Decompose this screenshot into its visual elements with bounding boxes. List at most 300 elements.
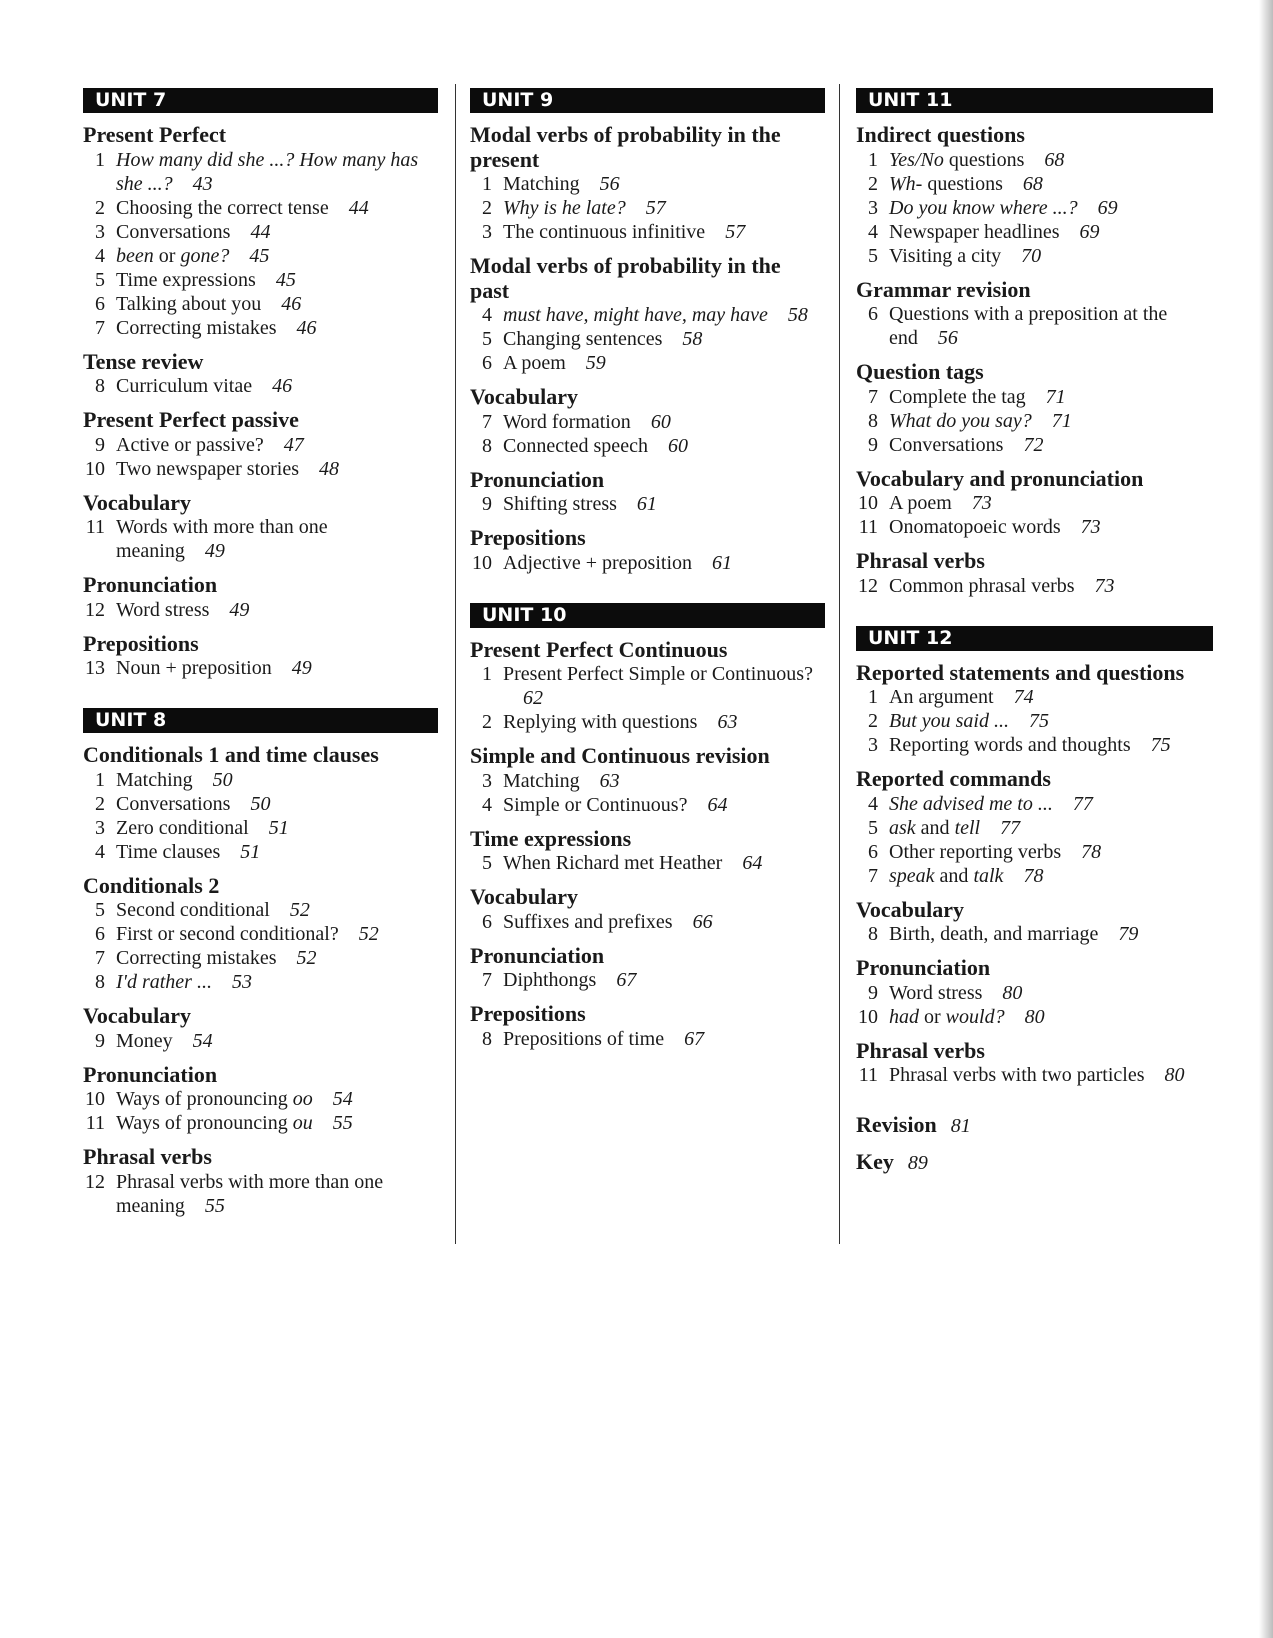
toc-entry[interactable] [83,656,438,680]
section-heading: Conditionals 1 and time clauses [83,742,379,767]
toc-entry[interactable] [856,491,1213,515]
section [470,526,825,575]
section-heading: Present Perfect [83,122,227,147]
entry-title-italic: would? [945,1005,1005,1028]
entry-page: 67 [616,969,637,991]
entry-number: 10 [858,1005,878,1028]
toc-entry[interactable] [856,409,1213,433]
section [470,827,825,876]
toc-entry[interactable] [470,551,825,575]
section [83,1063,438,1136]
entry-title-italic: She advised me to ... [889,792,1053,815]
section [856,123,1213,268]
entry-title: Prepositions of time [503,1027,665,1050]
toc-entry[interactable] [856,709,1213,733]
toc-entry[interactable] [470,662,825,710]
entry-title: Choosing the correct tense [116,196,329,219]
toc-entry[interactable] [856,433,1213,457]
unit-block [856,626,1213,1088]
entry-page: 62 [523,687,543,709]
section [856,898,1213,947]
entry-title: questions [922,172,1003,195]
unit-header: UNIT 8 [83,708,438,733]
entry-title: Ways of pronouncing [116,1112,293,1134]
entry-page: 68 [1022,172,1043,195]
entry-title: Simple or Continuous? [503,793,688,816]
section-heading: Present Perfect passive [83,407,299,432]
section [83,743,438,864]
toc-entry[interactable] [83,374,438,398]
entry-page: 77 [1072,792,1093,815]
entry-title: Changing sentences [503,328,663,350]
entry-number: 1 [482,173,492,195]
entry-page: 63 [599,769,620,792]
entry-number: 2 [482,197,492,219]
toc-entry[interactable] [856,196,1213,220]
section-heading: Present Perfect Continuous [470,636,728,662]
section [470,385,825,458]
unit-block [83,88,438,680]
entry-title: Connected speech [503,434,648,457]
entry-title-italic: Yes/No [889,148,944,171]
entry-page: 69 [1097,196,1118,219]
toc-entry[interactable] [83,840,438,864]
entry-number: 5 [868,244,878,267]
section [83,632,438,681]
entry-title: Ways of pronouncing [116,1088,293,1110]
toc-entry[interactable] [83,792,438,816]
entry-number: 4 [868,220,878,243]
entry-number: 1 [482,663,492,685]
column-divider [455,84,456,1244]
section-heading: Time expressions [470,825,632,851]
entry-number: 7 [95,947,105,969]
toc-entry[interactable] [83,898,438,922]
entry-page: 77 [1000,816,1021,839]
entry-page: 50 [212,768,233,791]
section [856,767,1213,888]
entry-title-italic: ask [889,816,916,839]
entry-title: Other reporting verbs [889,840,1062,863]
entry-page: 55 [332,1112,353,1134]
entry-page: 45 [275,268,296,291]
entry-page: 54 [332,1088,353,1110]
entry-title: When Richard met Heather [503,852,723,874]
toc-entry[interactable] [470,303,825,327]
toc-entry[interactable] [856,922,1213,946]
entry-title: Questions with a preposition at the end [889,303,1168,349]
entry-title: A poem [889,492,952,514]
entry-page: 49 [291,657,312,679]
toc-entry[interactable] [856,172,1213,196]
section [856,278,1213,351]
unit-header: UNIT 9 [470,88,825,113]
toc-entry[interactable] [83,316,438,340]
entry-page: 61 [636,493,657,515]
entry-page: 51 [268,816,289,839]
entry-title: and [915,816,955,839]
entry-title: or [919,1005,946,1028]
unit-block [856,88,1213,598]
entry-title: Correcting mistakes [116,947,277,969]
toc-entry[interactable] [83,816,438,840]
entry-number: 6 [482,352,492,374]
section [470,638,825,735]
entry-number: 10 [85,1088,105,1110]
section [856,549,1213,598]
entry-title-italic: talk [973,864,1004,887]
toc-entry[interactable] [856,864,1213,888]
unit-header: UNIT 7 [83,88,438,113]
entry-number: 4 [95,244,105,267]
section-heading: Pronunciation [470,466,605,492]
entry-number: 6 [868,840,878,863]
column-left [83,88,438,1228]
section [83,1004,438,1053]
entry-number: 5 [95,899,105,921]
entry-number: 2 [868,710,878,732]
entry-page: 49 [229,598,250,621]
key-entry[interactable] [856,1150,1213,1175]
entry-title: Zero conditional [116,816,249,839]
toc-entry[interactable] [470,327,825,351]
entry-number: 1 [95,148,105,171]
entry-page: 75 [1029,710,1049,732]
entry-number: 7 [868,385,878,408]
entry-title: Word stress [889,981,983,1004]
entry-number: 12 [85,1170,105,1193]
toc-entry[interactable] [83,946,438,970]
section [83,1145,438,1218]
section [83,408,438,481]
entry-page: 58 [682,328,703,350]
section-heading: Vocabulary [470,884,578,909]
toc-entry[interactable] [83,457,438,481]
section [83,123,438,340]
toc-entry[interactable] [856,840,1213,864]
entry-title: Suffixes and prefixes [503,910,673,933]
unit-header: UNIT 10 [470,603,825,628]
entry-page: 56 [937,327,958,349]
entry-title-italic: tell [954,816,981,839]
entry-number: 8 [482,434,492,457]
entry-number: 3 [868,734,878,756]
toc-entry[interactable] [470,710,825,734]
entry-page: 45 [249,244,270,267]
entry-number: 4 [482,304,492,326]
entry-page: 46 [272,375,293,397]
section-heading: Phrasal verbs [856,548,985,573]
entry-title: Phrasal verbs with two particles [889,1064,1145,1086]
toc-entry[interactable] [856,1063,1213,1087]
entry-title: Reporting words and thoughts [889,734,1131,756]
entry-number: 1 [868,148,878,171]
column-middle [470,88,825,1061]
section-heading: Reported commands [856,766,1051,791]
section [470,468,825,517]
toc-entry[interactable] [83,1029,438,1053]
section [470,885,825,934]
entry-number: 3 [95,220,105,243]
entry-title: Present Perfect Simple or Continuous? [503,663,813,685]
section [83,491,438,564]
entry-title: Newspaper headlines [889,220,1060,243]
entry-title: Word formation [503,410,631,433]
section-heading: Pronunciation [83,572,218,597]
toc-entry[interactable] [83,220,438,244]
key-page: 89 [907,1152,928,1174]
section [83,573,438,622]
toc-entry[interactable] [83,148,438,196]
entry-title-italic: Wh- [889,172,923,195]
entry-page: 80 [1024,1005,1045,1028]
column-divider [839,84,840,1244]
entry-page: 57 [725,221,746,243]
entry-title: Two newspaper stories [116,457,299,480]
entry-page: 78 [1023,864,1044,887]
entry-number: 11 [858,1064,878,1086]
section-heading: Pronunciation [470,942,605,968]
entry-page: 72 [1023,433,1044,456]
entry-number: 3 [95,816,105,839]
entry-title: Phrasal verbs with more than one meaning [116,1170,384,1217]
entry-title: Matching [503,769,580,792]
toc-entry[interactable] [856,792,1213,816]
section [856,661,1213,758]
entry-page: 74 [1013,686,1034,708]
entry-page: 47 [283,433,304,456]
section-heading: Question tags [856,359,984,384]
entry-number: 10 [85,457,105,480]
toc-entry[interactable] [470,851,825,875]
toc-entry[interactable] [83,196,438,220]
entry-page: 60 [650,410,671,433]
entry-title-italic: Why is he late? [503,197,626,219]
toc-entry[interactable] [470,1027,825,1051]
entry-title-italic: ou [292,1112,313,1134]
section-heading: Vocabulary [856,896,964,922]
toc-entry[interactable] [856,244,1213,268]
entry-title-italic: must have, might have, may have [503,304,768,326]
section-heading: Vocabulary [83,489,191,515]
entry-number: 1 [95,768,105,791]
toc-entry[interactable] [470,172,825,196]
entry-page: 43 [192,172,213,195]
section-heading: Modal verbs of probability in the past [470,253,781,303]
section-heading: Prepositions [83,630,199,656]
page-edge-shadow [1259,0,1273,1638]
revision-title: Revision [856,1112,937,1137]
entry-number: 5 [868,816,878,839]
entry-title-italic: Do you know where ...? [889,196,1078,219]
entry-number: 7 [482,410,492,433]
entry-number: 7 [95,316,105,339]
toc-entry[interactable] [83,268,438,292]
key-title: Key [856,1149,894,1174]
entry-page: 52 [296,947,317,969]
entry-title: Conversations [116,220,231,243]
section-heading: Phrasal verbs [856,1037,985,1063]
entry-page: 44 [348,196,369,219]
toc-entry[interactable] [470,434,825,458]
entry-number: 9 [95,433,105,456]
section-heading: Pronunciation [856,955,991,980]
entry-page: 50 [250,792,271,815]
toc-entry[interactable] [83,970,438,994]
entry-number: 13 [85,657,105,679]
toc-entry[interactable] [83,598,438,622]
entry-page: 80 [1002,981,1023,1004]
entry-title: First or second conditional? [116,923,339,945]
entry-title: Talking about you [116,292,262,315]
section-heading: Indirect questions [856,122,1025,147]
toc-entry[interactable] [856,816,1213,840]
entry-title: Correcting mistakes [116,316,277,339]
toc-entry[interactable] [83,244,438,268]
toc-entry[interactable] [83,515,438,563]
toc-entry[interactable] [470,220,825,244]
entry-title: Birth, death, and marriage [889,923,1099,945]
toc-entry[interactable] [856,1005,1213,1029]
unit-block [470,88,825,575]
entry-page: 52 [289,899,310,921]
toc-entry[interactable] [83,1111,438,1135]
entry-title-italic: gone? [180,244,230,267]
section-heading: Conditionals 2 [83,872,220,898]
section-heading: Vocabulary [83,1003,191,1028]
toc-entry[interactable] [856,302,1213,350]
entry-title: Common phrasal verbs [889,574,1075,597]
entry-page: 54 [192,1029,213,1052]
entry-title-italic: oo [292,1088,313,1110]
entry-page: 70 [1021,244,1042,267]
toc-entry[interactable] [856,733,1213,757]
entry-number: 4 [482,793,492,816]
entry-number: 2 [868,172,878,195]
toc-entry[interactable] [83,1087,438,1111]
toc-entry[interactable] [470,769,825,793]
section-heading: Grammar revision [856,276,1031,302]
toc-entry[interactable] [83,768,438,792]
toc-entry[interactable] [83,1170,438,1218]
entry-page: 78 [1081,840,1102,863]
entry-number: 2 [95,196,105,219]
entry-number: 5 [95,268,105,291]
entry-title: Visiting a city [889,244,1002,267]
toc-entry[interactable] [856,385,1213,409]
entry-title: Shifting stress [503,493,617,515]
section [470,254,825,375]
revision-entry[interactable] [856,1113,1213,1138]
section [470,1002,825,1051]
entry-number: 9 [482,493,492,515]
entry-page: 51 [240,840,261,863]
entry-title: An argument [889,686,994,708]
toc-entry[interactable] [856,515,1213,539]
entry-page: 64 [707,793,728,816]
entry-number: 11 [85,1112,105,1134]
entry-number: 3 [482,769,492,792]
section [470,123,825,244]
section-heading: Pronunciation [83,1061,218,1087]
entry-title: Word stress [116,598,210,621]
unit-block [83,708,438,1218]
toc-entry[interactable] [856,220,1213,244]
entry-page: 67 [684,1027,705,1050]
toc-entry[interactable] [856,685,1213,709]
entry-title-italic: How many did she ...? How many has she ...? [116,148,419,195]
entry-title-italic: But you said ... [889,710,1009,732]
entry-title: Curriculum vitae [116,375,253,397]
column-right [856,88,1213,1175]
entry-page: 60 [667,434,688,457]
entry-page: 61 [712,551,733,574]
entry-page: 73 [971,492,992,514]
entry-title: Matching [503,173,580,195]
toc-entry[interactable] [856,574,1213,598]
section-heading: Reported statements and questions [856,659,1185,685]
entry-page: 66 [692,910,713,933]
entry-title: Active or passive? [116,433,264,456]
entry-page: 56 [599,173,620,195]
entry-page: 52 [358,923,379,945]
entry-title: Time expressions [116,268,256,291]
entry-number: 8 [868,409,878,432]
entry-number: 11 [85,516,105,538]
entry-page: 71 [1051,409,1072,432]
toc-entry[interactable] [470,410,825,434]
entry-page: 71 [1045,385,1066,408]
toc-entry[interactable] [470,910,825,934]
entry-title: Words with more than one meaning [116,516,328,562]
entry-title: The continuous infinitive [503,221,706,243]
section-heading: Phrasal verbs [83,1144,212,1169]
section [856,956,1213,1029]
toc-entry[interactable] [470,351,825,375]
entry-title: and [934,864,974,887]
section-heading: Vocabulary and pronunciation [856,465,1144,491]
entry-number: 2 [482,711,492,733]
entry-number: 12 [85,598,105,621]
toc-entry[interactable] [83,292,438,316]
entry-title: Money [116,1029,173,1052]
entry-number: 4 [868,792,878,815]
entry-title-italic: I'd rather ... [116,971,212,993]
section [470,744,825,817]
entry-title: Replying with questions [503,711,698,733]
entry-number: 9 [95,1029,105,1052]
entry-page: 53 [231,971,252,993]
entry-title-italic: speak [889,864,935,887]
entry-number: 8 [482,1027,492,1050]
toc-entry[interactable] [83,433,438,457]
section [856,1039,1213,1088]
toc-entry[interactable] [470,968,825,992]
entry-title: questions [943,148,1025,171]
toc-entry[interactable] [83,922,438,946]
toc-entry[interactable] [470,492,825,516]
toc-entry[interactable] [856,981,1213,1005]
toc-entry[interactable] [470,793,825,817]
section-heading: Modal verbs of probability in the present [470,122,781,172]
entry-page: 58 [787,304,808,326]
entry-title: Second conditional [116,899,270,921]
toc-entry[interactable] [470,196,825,220]
entry-number: 2 [95,792,105,815]
toc-entry[interactable] [856,148,1213,172]
section-heading: Prepositions [470,525,586,550]
entry-number: 6 [482,910,492,933]
